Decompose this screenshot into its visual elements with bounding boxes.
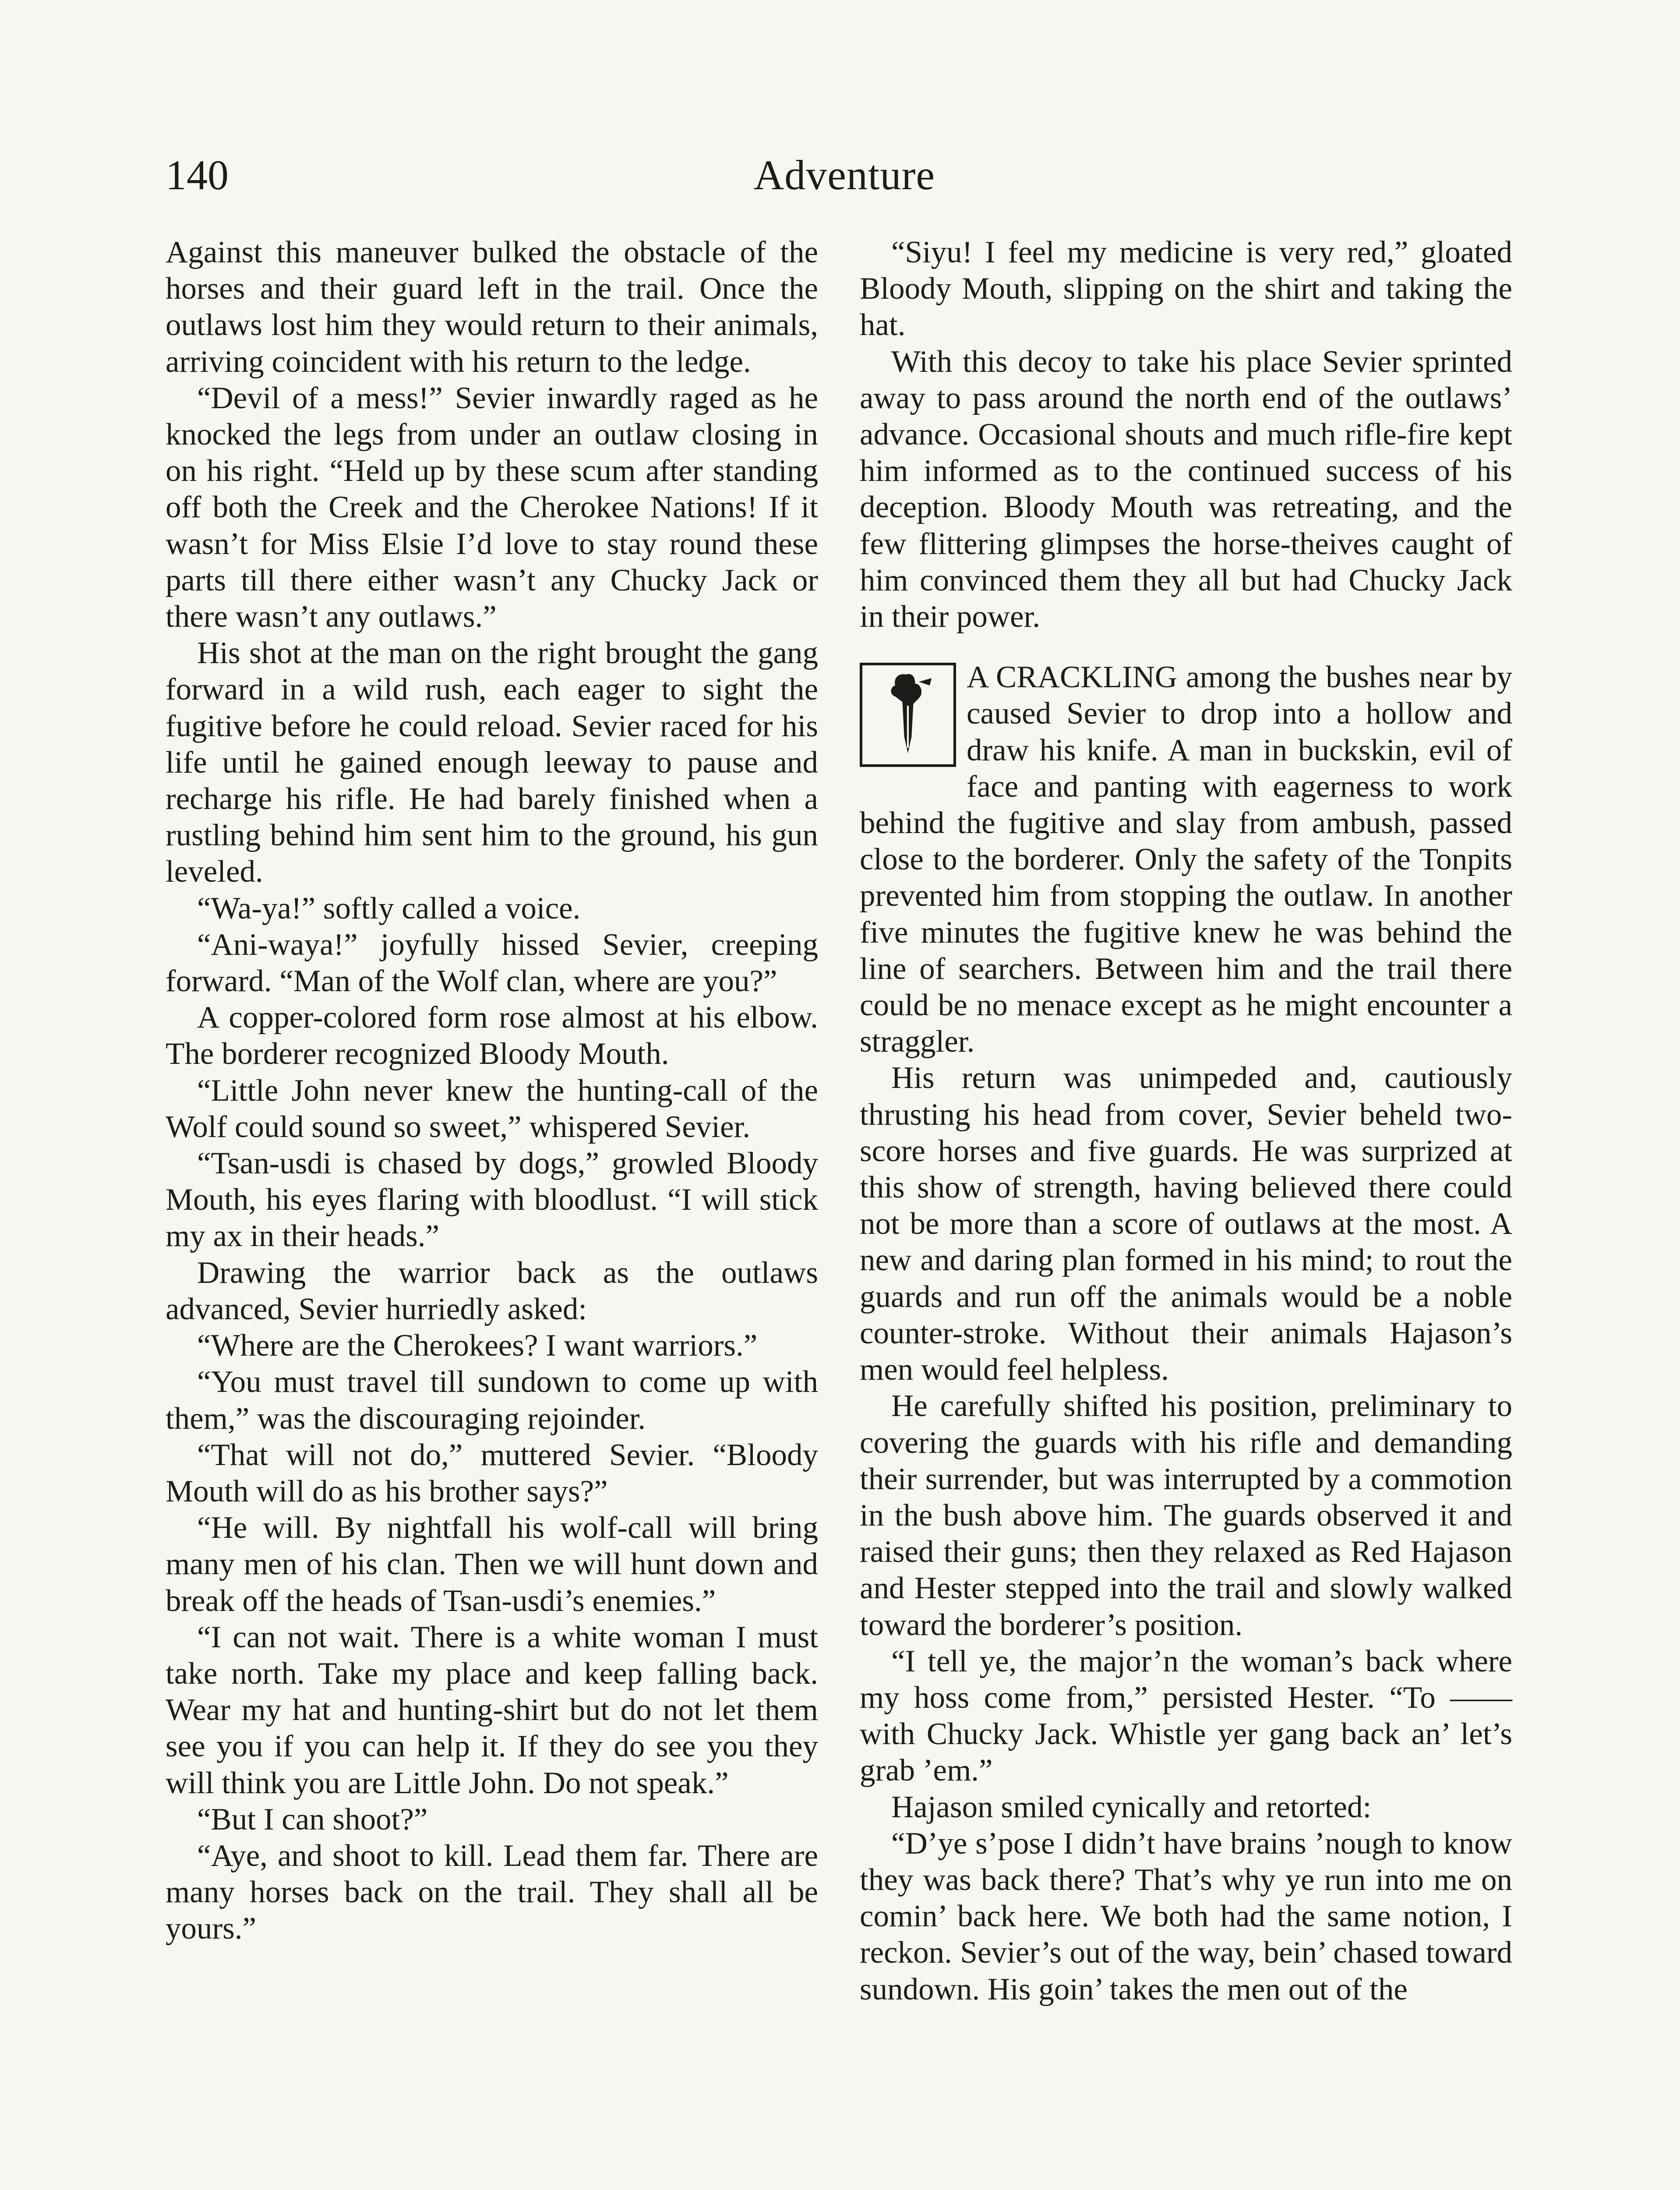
paragraph: “Siyu! I feel my medicine is very red,” gloated Bloody Mouth, slipping on the shirt and taking the hat.: [860, 235, 1512, 343]
paragraph: His shot at the man on the right brought the gang forward in a wild rush, each eager to sight the fugitive before he could reload. Sevier raced for his life until he gained enough leeway to pause and recharge his rifle. He had barely finished when a rustling behind him sent him to the ground, his gun leveled.: [166, 636, 818, 889]
section-opening-paragraph: A CRACKLING among the bushes near by caused Sevier to drop into a hollow and draw his knife. A man in buckskin, evil of face and panting with eagerness to work behind the fugitive and slay from ambush, passed close to the borderer. Only the safety of the Tonpits prevented him from stopping the outlaw. In another five minutes the fugitive knew he was behind the line of searchers. Between him and the trail there could be no menace except as he might encounter a straggler.: [860, 660, 1512, 1059]
paragraph: “Aye, and shoot to kill. Lead them far. There are many horses back on the trail. They shall all be yours.”: [166, 1838, 818, 1946]
paragraph: Hajason smiled cynically and retorted:: [891, 1790, 1372, 1824]
paragraph: “Devil of a mess!” Sevier inwardly raged as he knocked the legs from under an outlaw closing in on his right. “Held up by these scum after standing off both the Creek and the Cherokee Nations! If it wasn’t for Miss Elsie I’d love to stay round these parts till there either wasn’t any Chucky Jack or there wasn’t any outlaws.”: [166, 381, 818, 634]
paragraph: “Where are the Cherokees? I want warriors.”: [197, 1328, 758, 1363]
paragraph: “That will not do,” muttered Sevier. “Bloody Mouth will do as his brother says?”: [166, 1438, 818, 1508]
paragraph: A copper-colored form rose almost at his elbow. The borderer recognized Bloody Mouth.: [166, 1000, 818, 1071]
paragraph: Against this maneuver bulked the obstacle of the horses and their guard left in the trail. Once the outlaws lost him they would return to their animals, arriving coincident with his return to the ledge.: [166, 235, 818, 379]
paragraph: Drawing the warrior back as the outlaws advanced, Sevier hurriedly asked:: [166, 1255, 818, 1326]
page-header: [166, 145, 1523, 210]
paragraph: His return was unimpeded and, cautiously thrusting his head from cover, Sevier beheld two-score horses and five guards. He was surprized at this show of strength, having believed there could not be more than a score of outlaws at the most. A new and daring plan formed in his mind; to rout the guards and run off the animals would be a noble counter-stroke. Without their animals Hajason’s men would feel helpless.: [860, 1061, 1512, 1387]
right-column: [860, 234, 1512, 2008]
hand-knife-icon: [862, 665, 953, 764]
paragraph: “Ani-waya!” joyfully hissed Sevier, creeping forward. “Man of the Wolf clan, where are you?”: [166, 927, 818, 999]
paragraph: “I can not wait. There is a white woman I must take north. Take my place and keep falling back. Wear my hat and hunting-shirt but do not let them see you if you can help it. If they do see you they will think you are Little John. Do not speak.”: [166, 1620, 818, 1800]
left-column: [166, 234, 818, 1947]
running-title: Adventure: [753, 152, 935, 198]
page-number: 140: [166, 152, 229, 198]
paragraph: “D’ye s’pose I didn’t have brains ’nough to know they was back there? That’s why ye run into me on comin’ back here. We both had the same notion, I reckon. Sevier’s out of the way, bein’ chased toward sundown. His goin’ takes the men out of the: [860, 1826, 1512, 2006]
paragraph: “Tsan-usdi is chased by dogs,” growled Bloody Mouth, his eyes flaring with bloodlust. “I will stick my ax in their heads.”: [166, 1146, 818, 1254]
drop-cap-ornament: [860, 663, 956, 767]
paragraph: With this decoy to take his place Sevier sprinted away to pass around the north end of the outlaws’ advance. Occasional shouts and much rifle-fire kept him informed as to the continued success of his deception. Bloody Mouth was retreating, and the few flittering glimpses the horse-theives caught of him convinced them they all but had Chucky Jack in their power.: [860, 344, 1512, 634]
paragraph: “I tell ye, the major’n the woman’s back where my hoss come from,” persisted Hester. “To —— with Chucky Jack. Whistle yer gang back an’ let’s grab ’em.”: [860, 1644, 1512, 1788]
paragraph: “He will. By nightfall his wolf-call will bring many men of his clan. Then we will hunt down and break off the heads of Tsan-usdi’s enemies.”: [166, 1511, 818, 1618]
paragraph: “You must travel till sundown to come up with them,” was the discouraging rejoinder.: [166, 1365, 818, 1436]
paragraph: “Wa-ya!” softly called a voice.: [197, 891, 581, 925]
paragraph: “Little John never knew the hunting-call of the Wolf could sound so sweet,” whispered Sevier.: [166, 1073, 818, 1144]
section-opening: [860, 659, 1512, 1060]
paragraph: “But I can shoot?”: [197, 1802, 428, 1837]
paragraph: He carefully shifted his position, preliminary to covering the guards with his rifle and demanding their surrender, but was interrupted by a commotion in the bush above him. The guards observed it and raised their guns; then they relaxed as Red Hajason and Hester stepped into the trail and slowly walked toward the borderer’s position.: [860, 1389, 1512, 1642]
